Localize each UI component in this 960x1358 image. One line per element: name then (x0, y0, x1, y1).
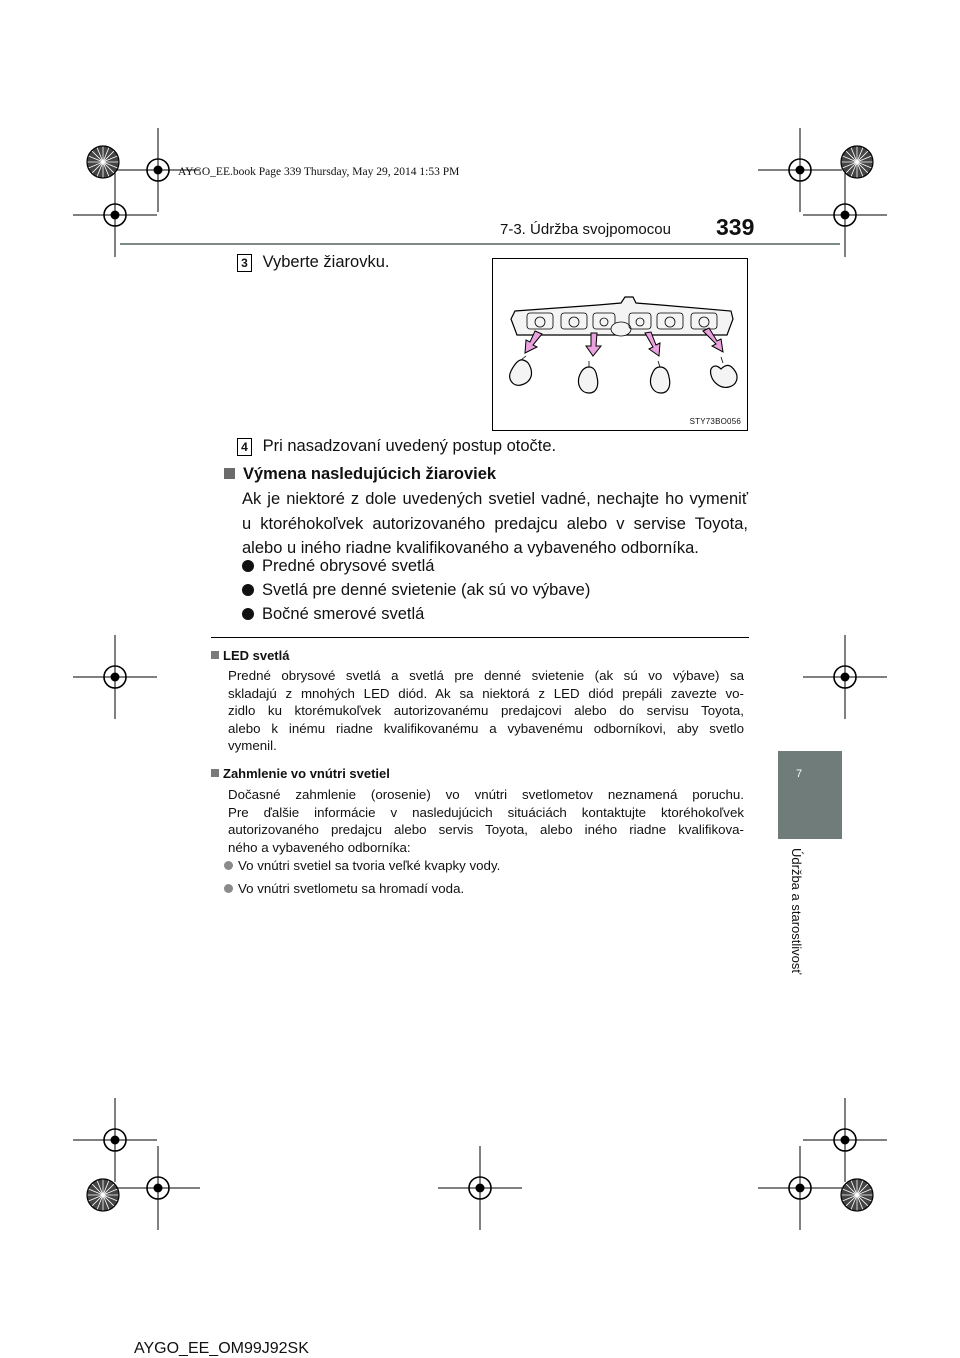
step-4 (237, 437, 556, 456)
section-title: 7-3. Údržba svojpomocou (500, 221, 671, 238)
chapter-number: 7 (796, 768, 803, 780)
step-number-4: 4 (237, 438, 252, 456)
note-text-fog: Dočasné zahmlenie (orosenie) vo vnútri svetlometov neznamená poruchu. Pre ďalšie informácie v nasledujúcich situáciách kontaktujte ktoréhokoľvek autorizovaného predajcu alebo servis Toyota, alebo iného riadne kvalifikova- ného a vybaveného odborníka: (228, 787, 744, 855)
square-bullet-icon (211, 651, 219, 659)
bullet-icon (242, 608, 254, 620)
note-title-fog: Zahmlenie vo vnútri svetiel (211, 766, 390, 781)
square-bullet-icon (224, 468, 235, 479)
list-item: Svetlá pre denné svietenie (ak sú vo výbave) (242, 581, 590, 600)
step-4-text: Pri nasadzovaní uvedený postup otočte. (262, 437, 557, 455)
bullet-icon (224, 861, 233, 870)
list-item: Bočné smerové svetlá (242, 605, 424, 624)
square-bullet-icon (211, 769, 219, 777)
header-rule (120, 243, 840, 245)
replacement-line: u ktoréhokoľvek autorizovaného predajcu alebo v servise Toyota, (242, 514, 748, 533)
notes-divider (211, 637, 749, 638)
step-number-3: 3 (237, 254, 252, 272)
list-item: Predné obrysové svetlá (242, 557, 434, 576)
note-text-led: Predné obrysové svetlá a svetlá pre denné svietenie (ak sú vo výbave) sa skladajú z mnohých LED diód. Ak sa niektorá z LED diód prepáli zavezte vo- zidlo ku ktorémukoľvek autorizovanému predajcovi alebo do servisu Toyota, alebo k inému riadne kvalifikovanému a vybavenému odborníkovi, aby svetlo vymenil. (228, 668, 744, 754)
list-item: Vo vnútri svetlometu sa hromadí voda. (224, 881, 464, 896)
replacement-heading: Výmena nasledujúcich žiaroviek (224, 465, 496, 484)
step-3 (237, 253, 389, 272)
bulb-removal-figure (492, 258, 748, 431)
chapter-tab (778, 751, 842, 839)
bullet-icon (242, 560, 254, 572)
page-number: 339 (716, 214, 755, 240)
list-item: Vo vnútri svetiel sa tvoria veľké kvapky vody. (224, 858, 500, 873)
replacement-text (242, 487, 748, 561)
bulb-removal-illustration (493, 259, 747, 430)
book-info: AYGO_EE.book Page 339 Thursday, May 29, 2014 1:53 PM (178, 166, 460, 178)
bullet-icon (242, 584, 254, 596)
bullet-icon (224, 884, 233, 893)
footer-code: AYGO_EE_OM99J92SK (134, 1340, 309, 1357)
step-3-text: Vyberte žiarovku. (262, 253, 390, 271)
replacement-line: Ak je niektoré z dole uvedených svetiel vadné, nechajte ho vymeniť (242, 490, 748, 508)
note-title-led: LED svetlá (211, 648, 289, 663)
replacement-line: alebo u iného riadne kvalifikovaného a vybaveného odborníka. (242, 539, 699, 557)
figure-code: STY73BO056 (689, 417, 741, 426)
